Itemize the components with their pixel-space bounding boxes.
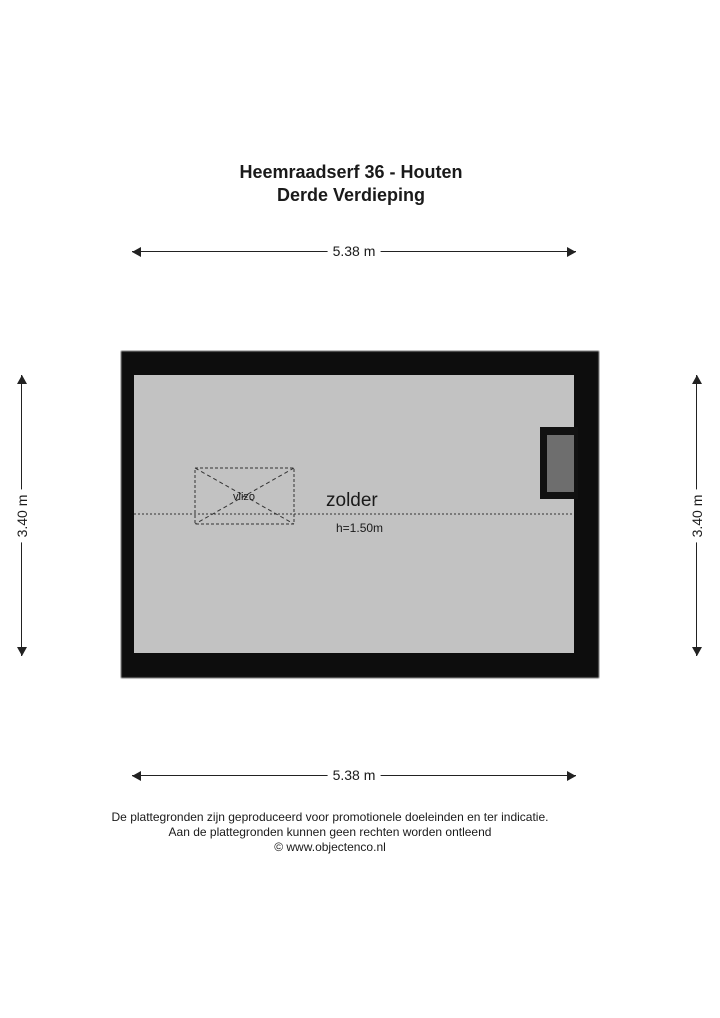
floor-level-title: Derde Verdieping: [276, 185, 426, 205]
arrowhead-right-icon: [567, 771, 576, 781]
copyright-text: © www.objectenco.nl: [274, 840, 386, 854]
right-depth-dimension: [688, 375, 706, 656]
attic-hatch-label: vlizo: [233, 491, 256, 503]
arrowhead-left-icon: [132, 247, 141, 257]
bottom-width-dimension: [132, 767, 576, 785]
floorplan-drawing: [120, 350, 600, 680]
arrowhead-up-icon: [17, 375, 27, 384]
top-width-dimension: [132, 243, 576, 261]
arrowhead-down-icon: [17, 647, 27, 656]
top-width-label: 5.38 m: [328, 242, 381, 260]
right-depth-label: 3.40 m: [688, 489, 706, 542]
floorplan: [120, 350, 600, 680]
floorplan-title: Heemraadserf 36 - Houten: [239, 162, 463, 182]
arrowhead-down-icon: [692, 647, 702, 656]
room-name: zolder: [326, 490, 378, 511]
arrowhead-right-icon: [567, 247, 576, 257]
left-depth-label: 3.40 m: [13, 489, 31, 542]
rights-text: Aan de plattegronden kunnen geen rechten worden ontleend: [168, 825, 492, 839]
disclaimer-text: De plattegronden zijn geproduceerd voor promotionele doeleinden en ter indicatie.: [111, 810, 549, 824]
bottom-width-label: 5.38 m: [328, 766, 381, 784]
left-depth-dimension: [13, 375, 31, 656]
arrowhead-up-icon: [692, 375, 702, 384]
chimney: [547, 435, 574, 492]
arrowhead-left-icon: [132, 771, 141, 781]
ceiling-height-label: h=1.50m: [336, 521, 384, 535]
